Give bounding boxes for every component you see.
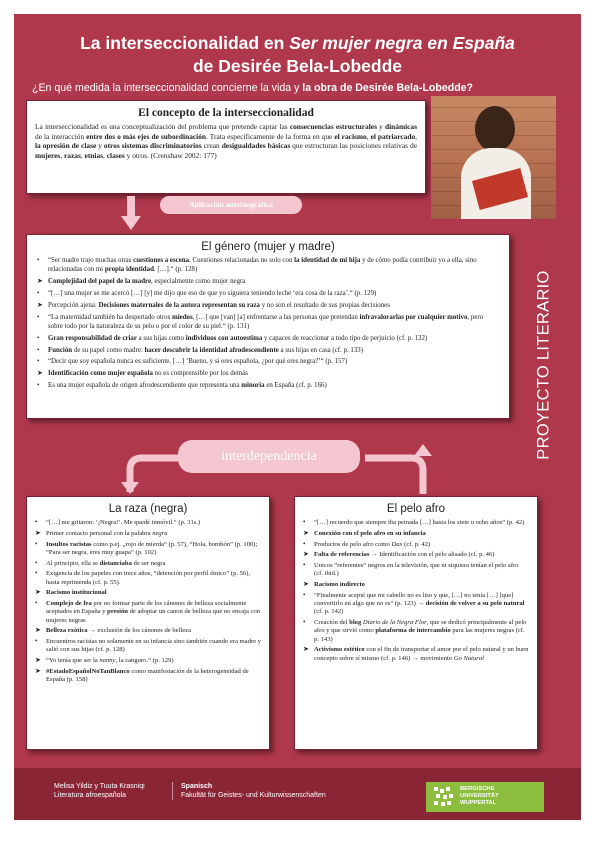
side-label: PROYECTO LITERARIO	[534, 270, 553, 460]
race-list	[35, 519, 261, 684]
hair-box	[294, 496, 538, 750]
list-item: • “[…] recuerdo que siempre iba peinada […] hasta los siete u ocho años“ (p. 42)	[303, 519, 525, 526]
list-item: • Creación del blog Diario de la Negra Flor, que se dedicó principalmente al pelo afro y que sirvió como plataforma de intercambio para las mujeres negras (cf. p. 143)	[303, 619, 527, 643]
university-logo-icon	[432, 785, 456, 809]
bullet-icon: •	[303, 562, 306, 570]
list-item: • Complejo de fea por no formar parte de los cánones de belleza socialmente aceptados en España y presión de adoptar un canon de belleza que no encaja con mujeres negras	[35, 600, 261, 624]
list-item: ➤ Conexión con el pelo afro en su infancia	[303, 529, 426, 537]
concept-text: La interseccionalidad es una conceptualización del problema que pretende captar las consecuencias estructurales y dinámicas de la interacción entre dos o más ejes de subordinación. Trata específicamente de la forma en que el racismo, el patriarcado, la opresión de clase y otros sistemas discriminatorios crean desigualdades básicas que estructuran las posiciones relativas de mujeres, razas, etnias, clases y otros. (Crenshaw 2002: 177)	[35, 122, 418, 160]
list-item: • “La maternidad también ha despertado otros miedos, […] que [van] [a] enfrentarse a las personas que pretendan infravalorarlas por cualquier motivo, pero sobre todo por la naturaleza de su pelo o por el color de su piel.“ (p. 131)	[37, 313, 484, 330]
poster-subtitle: ¿En qué medida la interseccionalidad concierne la vida y la obra de Desirée Bela-Lobedde?	[32, 82, 474, 94]
list-item: ➤ Primer contacto personal con la palabra negra	[35, 529, 168, 537]
arrow-bullet-icon: ➤	[35, 657, 41, 665]
bullet-icon: •	[37, 358, 40, 366]
arrow-bullet-icon: ➤	[303, 551, 309, 559]
bullet-icon: •	[37, 257, 40, 264]
gender-box	[26, 234, 510, 419]
list-item: ➤ Complejidad del papel de la madre, especialmente como mujer negra	[37, 277, 246, 285]
bullet-icon: •	[35, 570, 38, 578]
list-item: • “Ser madre trajo muchas otras cuestiones a escena. Cuestiones relacionadas no solo con la identidad de mi hija y de cómo podía contribuir yo a ella, sino relacionadas con mi propia identidad. […].“ (p. 128)	[37, 257, 477, 273]
bullet-icon: •	[303, 519, 306, 526]
right-loop-arrow-icon	[365, 438, 435, 494]
arrow-bullet-icon: ➤	[35, 627, 41, 635]
list-item: • “Decir que soy española nunca es suficiente. […] ‘Bueno, y si eres española, ¿por qué eres negra?’“ (p. 157)	[37, 358, 348, 366]
hair-title: El pelo afro	[386, 503, 446, 515]
list-item: ➤ Falta de referencias → Identificación con el pelo alisado (cf. p. 46)	[303, 551, 495, 559]
list-item: ➤ “Yo tenía que ser la nanny, la canguro.“ (p. 129)	[35, 657, 174, 665]
interdependence-pill: interdependencia	[178, 440, 360, 473]
bullet-icon: •	[35, 638, 38, 646]
arrow-bullet-icon: ➤	[303, 646, 309, 654]
arrow-down-icon	[121, 196, 141, 230]
list-item: • “[…] me gritaron: ‘¡Negra!’. Me quedé inmóvil.“ (p. 31s.)	[35, 519, 201, 526]
arrow-bullet-icon: ➤	[37, 277, 43, 285]
list-item: • Productos de pelo afro como Dax (cf. p. 42)	[303, 540, 431, 548]
arrow-bullet-icon: ➤	[35, 667, 41, 675]
list-item: • Al principio, ella se distanciaba de ser negra	[35, 559, 166, 567]
bullet-icon: •	[303, 591, 306, 599]
autobiographic-pill: Aplicación autobiográfica	[160, 196, 302, 214]
list-item: • Gran responsabilidad de criar a sus hijas como individuos con autoestima y capaces de reaccionar a todo tipo de perjuicio (cf. p. 132)	[37, 334, 428, 342]
concept-box	[26, 100, 426, 194]
arrow-bullet-icon: ➤	[303, 581, 309, 589]
department: Spanisch Fakultät für Geistes- und Kulturwissenschaften	[172, 782, 326, 800]
bullet-icon: •	[37, 289, 40, 297]
gender-title: El género (mujer y madre)	[201, 241, 335, 253]
list-item: • Función de su papel como madre: hacer descubrir la identidad afrodescendiente a sus hijas en casa (cf. p. 133)	[37, 346, 364, 354]
arrow-bullet-icon: ➤	[35, 529, 41, 537]
list-item: • Unicos “referentes“ negros en la televisión, que ni siquiera tenían el pelo afro (cf. ibid.)	[303, 562, 519, 578]
bullet-icon: •	[37, 382, 40, 390]
bullet-icon: •	[35, 519, 38, 526]
arrow-bullet-icon: ➤	[35, 589, 41, 597]
bullet-icon: •	[303, 619, 306, 627]
list-item: ➤ Activismo estético con el fin de transportar el amor por el pelo natural y un buen concepto sobre sí mismo (cf. p. 146) → movimiento Go Natural	[303, 646, 529, 662]
list-item: • “Finalmente acepté que mi cabello no es liso y que, […] no tenía […] [que] convertirlo en algo que no es“ (p. 123) → decisión de volver a su pelo natural (cf. p. 142)	[303, 591, 525, 616]
poster-title: La interseccionalidad en Ser mujer negra en España de Desirée Bela-Lobedde	[80, 33, 515, 76]
footer	[14, 768, 581, 820]
race-box	[26, 496, 270, 750]
list-item: ➤ Identificación como mujer española no es comprensible por los demás	[37, 370, 248, 378]
list-item: ➤ #EstadoEspañolNoTanBlanco como manifestación de la heterogeneidad de España (p. 158)	[35, 667, 249, 684]
bullet-icon: •	[37, 313, 40, 321]
list-item: • Insultos racistas como p.ej. „rojo de mierda“ (p. 57), “Hola, bombón” (p. 100); “Para ser negra, eres muy guapa“ (p. 102)	[35, 540, 258, 556]
bullet-icon: •	[35, 540, 38, 548]
list-item: • Encuentros racistas no solamente en su infancia sino también cuando era madre y salió con sus hijas (cf. p. 128)	[35, 638, 261, 654]
left-loop-arrow-icon	[120, 442, 180, 494]
authors: Melisa Yildiz y Tuuta Krasniqi Literatura afroespañola	[54, 783, 145, 799]
list-item: ➤ Belleza exótica → exclusión de los cánones de belleza	[35, 627, 192, 635]
university-logo[interactable]: BERGISCHE UNIVERSITÄT WUPPERTAL	[426, 782, 544, 812]
list-item: • “[…] una mujer se me acercó […] [y] me dijo que eso de que yo siguiera teniendo leche ‘era cosa de la raza’.“ (p. 129)	[37, 289, 377, 297]
concept-title: El concepto de la interseccionalidad	[138, 107, 314, 119]
gender-list	[37, 257, 499, 391]
bullet-icon: •	[303, 540, 306, 548]
race-title: La raza (negra)	[108, 503, 188, 515]
author-photo	[431, 96, 556, 219]
bullet-icon: •	[35, 559, 38, 567]
list-item: • Exigencia de los papeles con trece años, “detención por perfil étnico” (p. 56), hasta reprimenda (cf. p. 55).	[35, 570, 251, 586]
hair-list	[303, 519, 529, 663]
arrow-bullet-icon: ➤	[37, 370, 43, 378]
bullet-icon: •	[37, 334, 40, 342]
list-item: • Es una mujer española de origen afrodescendiente que representa una minoría en España (cf. p. 166)	[37, 382, 327, 390]
list-item: ➤ Racismo institucional	[35, 589, 107, 597]
list-item: ➤ Racismo indirecto	[303, 581, 365, 589]
arrow-bullet-icon: ➤	[303, 529, 309, 537]
list-item: ➤ Percepción ajena: Decisiones maternales de la autora representan su raza y no son el resultado de sus propias decisiones	[37, 301, 390, 309]
bullet-icon: •	[35, 600, 38, 608]
bullet-icon: •	[37, 346, 40, 354]
arrow-bullet-icon: ➤	[37, 301, 43, 309]
